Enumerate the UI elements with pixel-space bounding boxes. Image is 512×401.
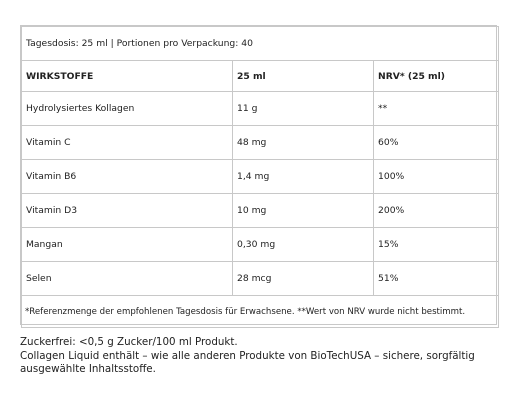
nrv-cell: 15% (374, 228, 499, 262)
header-amount: 25 ml (233, 61, 374, 92)
ingredient-cell: Mangan (22, 228, 233, 262)
amount-cell: 11 g (233, 92, 374, 126)
amount-cell: 28 mcg (233, 262, 374, 296)
table-row (22, 126, 499, 160)
nrv-cell: 100% (374, 160, 499, 194)
table-header-row (22, 61, 499, 92)
serving-info-row (22, 27, 499, 61)
table-row (22, 160, 499, 194)
nutrition-table (21, 26, 499, 328)
header-ingredient: WIRKSTOFFE (22, 61, 233, 92)
amount-cell: 0,30 mg (233, 228, 374, 262)
table-row (22, 262, 499, 296)
nrv-cell: 51% (374, 262, 499, 296)
ingredient-cell: Selen (22, 262, 233, 296)
table-row (22, 194, 499, 228)
amount-cell: 1,4 mg (233, 160, 374, 194)
nrv-cell: 60% (374, 126, 499, 160)
header-nrv: NRV* (25 ml) (374, 61, 499, 92)
amount-cell: 10 mg (233, 194, 374, 228)
description-note: Collagen Liquid enthält – wie alle anderen Produkte von BioTechUSA – sichere, sorgfältig ausgewählte Inhaltsstoffe. (20, 349, 475, 375)
nrv-cell: 200% (374, 194, 499, 228)
footnote-row (22, 296, 499, 328)
table-row (22, 92, 499, 126)
ingredient-cell: Vitamin C (22, 126, 233, 160)
ingredient-cell: Vitamin D3 (22, 194, 233, 228)
ingredient-cell: Hydrolysiertes Kollagen (22, 92, 233, 126)
serving-info: Tagesdosis: 25 ml | Portionen pro Verpackung: 40 (22, 27, 499, 61)
sugar-note: Zuckerfrei: <0,5 g Zucker/100 ml Produkt. (20, 336, 238, 348)
product-notes (20, 336, 500, 377)
table-row (22, 228, 499, 262)
ingredient-cell: Vitamin B6 (22, 160, 233, 194)
amount-cell: 48 mg (233, 126, 374, 160)
nutrition-table-container (20, 25, 497, 325)
table-footnote: *Referenzmenge der empfohlenen Tagesdosis für Erwachsene. **Wert von NRV wurde nicht bestimmt. (22, 296, 499, 328)
nrv-cell: ** (374, 92, 499, 126)
